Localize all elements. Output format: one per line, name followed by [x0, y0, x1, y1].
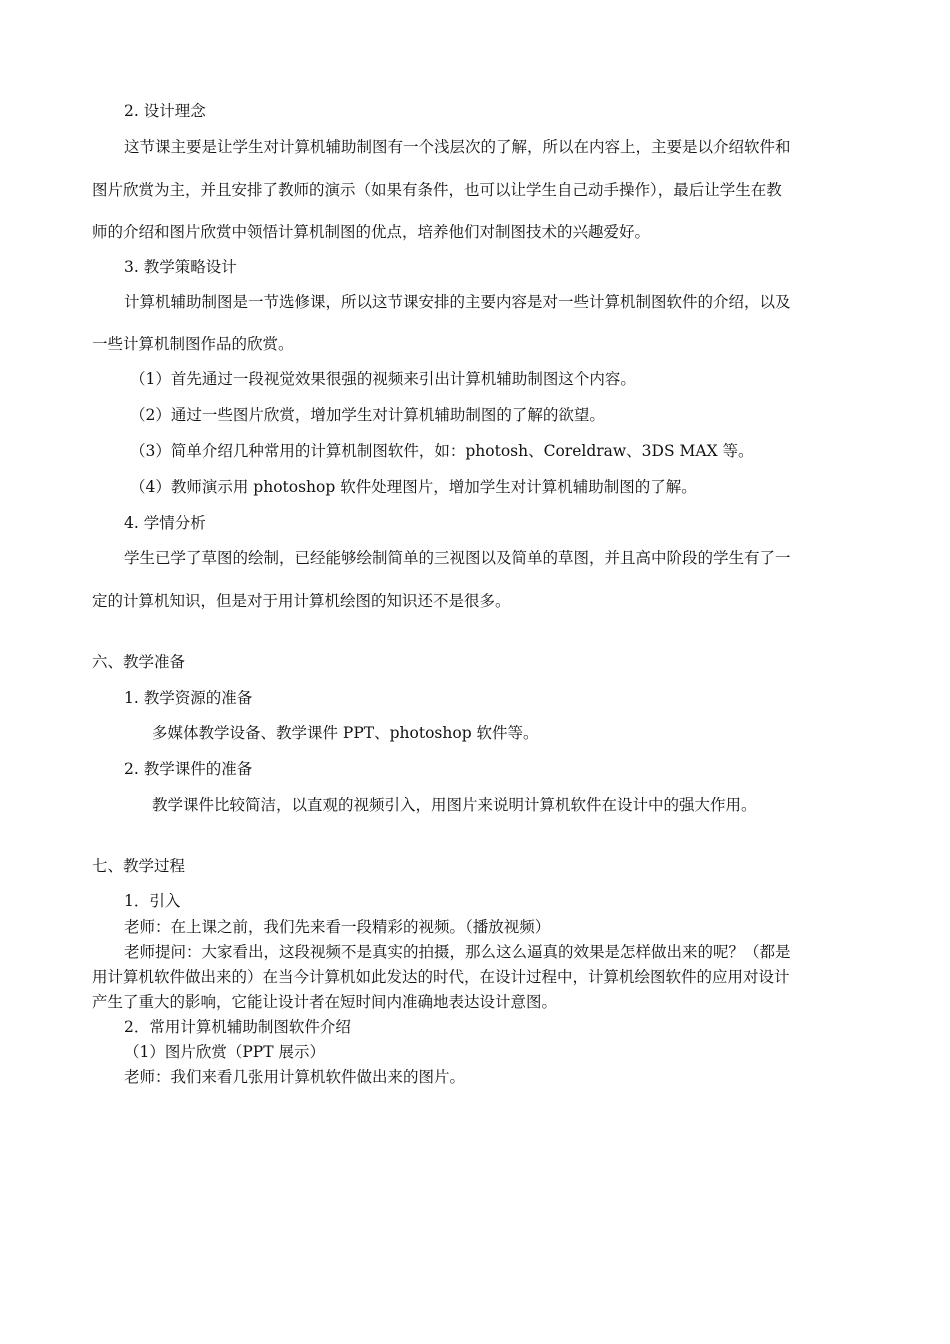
paragraph-line: 计算机辅助制图是一节选修课，所以这节课安排的主要内容是对一些计算机制图软件的介绍，以及 — [124, 293, 791, 311]
chapter-heading-process: 七、教学过程 — [92, 857, 186, 875]
process-line: 老师提问：大家看出，这段视频不是真实的拍摄，那么这么逼真的效果是怎样做出来的呢？（都是 — [124, 943, 791, 961]
paragraph-line: 图片欣赏为主，并且安排了教师的演示（如果有条件，也可以让学生自己动手操作），最后让学生在教 — [92, 181, 782, 199]
process-line: 老师：我们来看几张用计算机软件做出来的图片。 — [124, 1068, 466, 1086]
section-heading-design-concept: 2. 设计理念 — [124, 102, 206, 120]
paragraph-line: 这节课主要是让学生对计算机辅助制图有一个浅层次的了解，所以在内容上，主要是以介绍软件和 — [124, 138, 791, 156]
list-item: （3）简单介绍几种常用的计算机制图软件，如：photosh、Coreldraw、3DS MAX 等。 — [130, 442, 754, 460]
paragraph-line: 学生已学了草图的绘制，已经能够绘制简单的三视图以及简单的草图，并且高中阶段的学生有了一 — [124, 549, 791, 567]
list-item: （1）首先通过一段视觉效果很强的视频来引出计算机辅助制图这个内容。 — [130, 370, 636, 388]
paragraph-line: 多媒体教学设备、教学课件 PPT、photoshop 软件等。 — [152, 724, 539, 742]
process-line: 1．引入 — [124, 892, 181, 910]
process-line: 老师：在上课之前，我们先来看一段精彩的视频。（播放视频） — [124, 918, 551, 936]
list-item: （2）通过一些图片欣赏，增加学生对计算机辅助制图的了解的欲望。 — [130, 406, 605, 424]
subsection-heading: 2. 教学课件的准备 — [124, 760, 253, 778]
process-line: 用计算机软件做出来的）在当今计算机如此发达的时代，在设计过程中，计算机绘图软件的应用对设计 — [92, 968, 790, 986]
paragraph-line: 一些计算机制图作品的欣赏。 — [92, 335, 294, 353]
section-heading-learner-analysis: 4. 学情分析 — [124, 514, 206, 532]
process-line: 2．常用计算机辅助制图软件介绍 — [124, 1018, 351, 1036]
subsection-heading: 1. 教学资源的准备 — [124, 689, 253, 707]
chapter-heading-preparation: 六、教学准备 — [92, 653, 186, 671]
process-line: （1）图片欣赏（PPT 展示） — [124, 1043, 325, 1061]
paragraph-line: 教学课件比较简洁，以直观的视频引入，用图片来说明计算机软件在设计中的强大作用。 — [152, 796, 757, 814]
paragraph-line: 定的计算机知识，但是对于用计算机绘图的知识还不是很多。 — [92, 592, 511, 610]
list-item: （4）教师演示用 photoshop 软件处理图片，增加学生对计算机辅助制图的了解。 — [130, 478, 697, 496]
process-line: 产生了重大的影响，它能让设计者在短时间内准确地表达设计意图。 — [92, 993, 558, 1011]
section-heading-strategy: 3. 教学策略设计 — [124, 258, 237, 276]
paragraph-line: 师的介绍和图片欣赏中领悟计算机制图的优点，培养他们对制图技术的兴趣爱好。 — [92, 223, 651, 241]
